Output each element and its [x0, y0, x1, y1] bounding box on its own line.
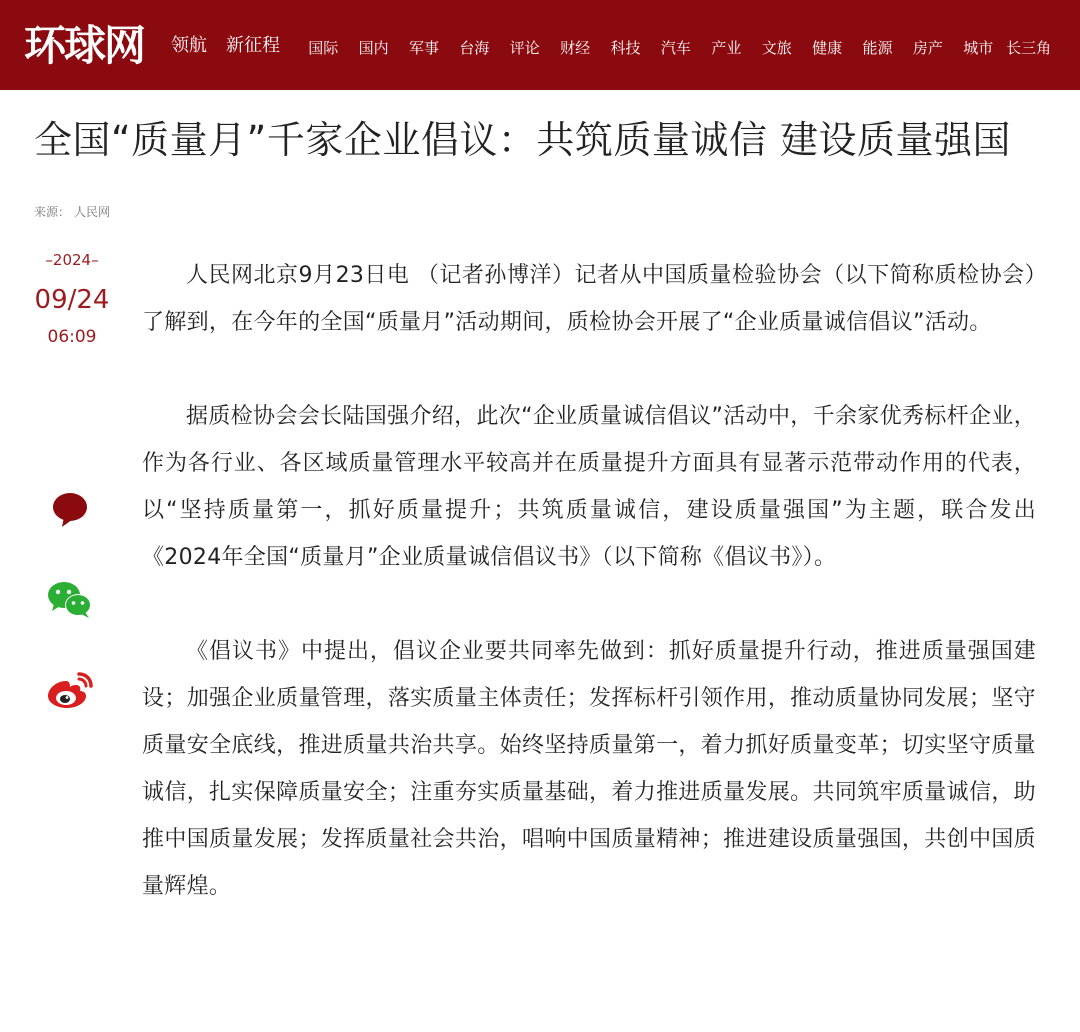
comment-icon	[50, 490, 90, 530]
main-nav	[298, 37, 1054, 59]
nav-item-chanye[interactable]: 产业	[711, 39, 742, 57]
nav-item-keji[interactable]: 科技	[610, 39, 641, 57]
publish-time: 06:09	[47, 327, 97, 347]
nav-item-qiche[interactable]: 汽车	[660, 39, 691, 57]
share-wechat-button[interactable]	[44, 578, 96, 622]
nav-item-pinglun[interactable]: 评论	[509, 39, 540, 57]
publish-date	[20, 248, 124, 350]
wechat-icon	[46, 579, 94, 621]
article-title: 全国“质量月”千家企业倡议：共筑质量诚信 建设质量强国	[34, 118, 1011, 162]
share-comment-button[interactable]	[44, 488, 96, 532]
article-paragraph: 据质检协会会长陆国强介绍，此次“企业质量诚信倡议”活动中，千余家优秀标杆企业，作为各行业、各区域质量管理水平较高并在质量提升方面具有显著示范带动作用的代表，以“坚持质量第一，抓好质量提升；共筑质量诚信，建设质量强国”为主题，联合发出《2024年全国“质量月”企业质量诚信倡议书》（以下简称《倡议书》）。	[142, 404, 1036, 570]
article-paragraph: 人民网北京9月23日电 （记者孙博洋）记者从中国质量检验协会（以下简称质检协会）了解到，在今年的全国“质量月”活动期间，质检协会开展了“企业质量诚信倡议”活动。	[142, 263, 1036, 335]
source-label: 来源：	[34, 205, 71, 219]
publish-year: –2024–	[45, 251, 99, 269]
nav-item-chengshi[interactable]: 城市	[963, 39, 994, 57]
source-name[interactable]: 人民网	[74, 205, 111, 219]
nav-item-jiankang[interactable]: 健康	[812, 39, 843, 57]
article-source	[34, 203, 110, 221]
nav-item-guoji[interactable]: 国际	[308, 39, 339, 57]
article-body	[142, 252, 1036, 957]
nav-item-changsanjiao[interactable]: 长三角	[1006, 39, 1052, 57]
nav-item-fangchan[interactable]: 房产	[912, 39, 943, 57]
nav-item-xinzhengcheng[interactable]: 新征程	[226, 35, 280, 56]
nav-item-junshi[interactable]: 军事	[408, 39, 439, 57]
site-header	[0, 0, 1080, 90]
site-logo[interactable]: 环球网	[24, 21, 145, 70]
publish-day: 09/24	[34, 285, 110, 315]
nav-item-caijing[interactable]: 财经	[560, 39, 591, 57]
weibo-icon	[46, 669, 94, 711]
nav-item-wenlv[interactable]: 文旅	[761, 39, 792, 57]
nav-item-linghang[interactable]: 领航	[171, 35, 207, 56]
nav-item-guonei[interactable]: 国内	[358, 39, 389, 57]
article-paragraph: 《倡议书》中提出，倡议企业要共同率先做到：抓好质量提升行动，推进质量强国建设；加强企业质量管理，落实质量主体责任；发挥标杆引领作用，推动质量协同发展；坚守质量安全底线，推进质量共治共享。始终坚持质量第一，着力抓好质量变革；切实坚守质量诚信，扎实保障质量安全；注重夯实质量基础，着力推进质量发展。共同筑牢质量诚信，助推中国质量发展；发挥质量社会共治，唱响中国质量精神；推进建设质量强国，共创中国质量辉煌。	[142, 639, 1036, 899]
nav-item-nengyuan[interactable]: 能源	[862, 39, 893, 57]
nav-item-taihai[interactable]: 台海	[459, 39, 490, 57]
share-weibo-button[interactable]	[44, 668, 96, 712]
